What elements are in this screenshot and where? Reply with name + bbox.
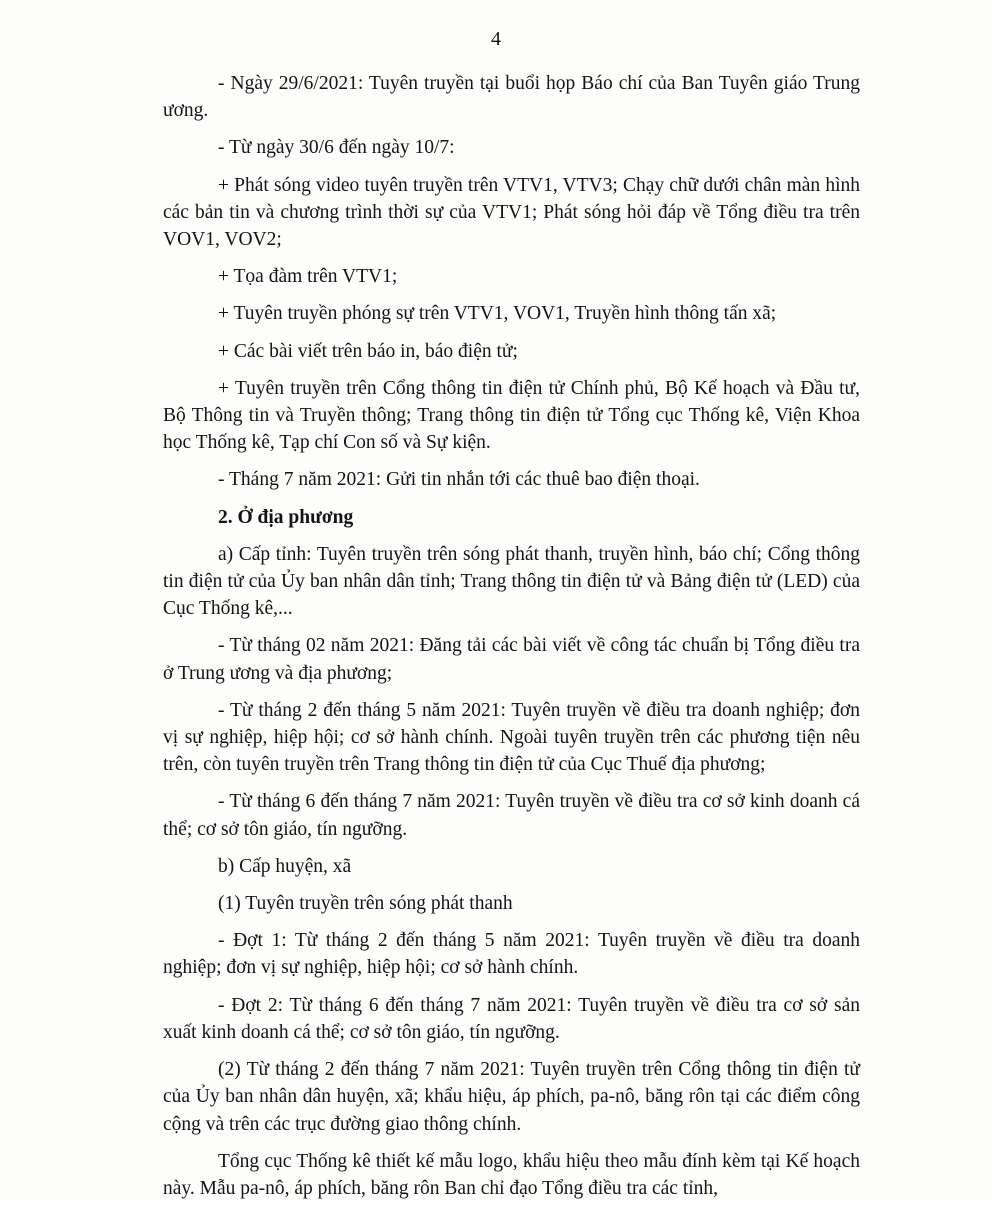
paragraph-phase-2: - Đợt 2: Từ tháng 6 đến tháng 7 năm 2021: Tuyên truyền về điều tra cơ sở sản xuất kinh doanh cá thể; cơ sở tôn giáo, tín ngưỡng.	[163, 994, 860, 1043]
paragraph-portal-posters: (2) Từ tháng 2 đến tháng 7 năm 2021: Tuyên truyền trên Cổng thông tin điện tử của Ủy ban nhân dân huyện, xã; khẩu hiệu, áp phích, pa-nô, băng rôn tại các điểm công cộng và trên các trục đường giao thông chính.	[163, 1059, 860, 1135]
paragraph-reportage: + Tuyên truyền phóng sự trên VTV1, VOV1, Truyền hình thông tấn xã;	[218, 303, 777, 325]
paragraph-phase-1: - Đợt 1: Từ tháng 2 đến tháng 5 năm 2021: Tuyên truyền về điều tra doanh nghiệp; đơn vị sự nghiệp, hiệp hội; cơ sở hành chính.	[163, 930, 860, 979]
paragraph-province-level: a) Cấp tỉnh: Tuyên truyền trên sóng phát thanh, truyền hình, báo chí; Cổng thông tin điện tử của Ủy ban nhân dân tỉnh; Trang thông tin điện tử và Bảng điện tử (LED) của Cục Thống kê,...	[163, 543, 860, 620]
paragraph-logo-design: Tổng cục Thống kê thiết kế mẫu logo, khẩu hiệu theo mẫu đính kèm tại Kế hoạch này. Mẫu pa-nô, áp phích, băng rôn Ban chỉ đạo Tổng điều tra các tỉnh,	[163, 1150, 860, 1199]
paragraph-sms: - Tháng 7 năm 2021: Gửi tin nhắn tới các thuê bao điện thoại.	[218, 469, 700, 491]
page-number: 4	[491, 28, 501, 50]
section-heading-local: 2. Ở địa phương	[218, 506, 354, 528]
paragraph-talk-show: + Tọa đàm trên VTV1;	[218, 266, 398, 288]
paragraph-feb-to-may: - Từ tháng 2 đến tháng 5 năm 2021: Tuyên truyền về điều tra doanh nghiệp; đơn vị sự nghiệp, hiệp hội; cơ sở hành chính. Ngoài tuyên truyền trên các phương tiện nêu trên, còn tuyên truyền trên Trang thông tin điện tử của Cục Thuế địa phương;	[163, 699, 860, 776]
paragraph-date-range: - Từ ngày 30/6 đến ngày 10/7:	[218, 137, 455, 159]
document-body	[163, 70, 860, 1212]
paragraph-portals: + Tuyên truyền trên Cổng thông tin điện tử Chính phủ, Bộ Kế hoạch và Đầu tư, Bộ Thông tin và Truyền thông; Trang thông tin điện tử Tổng cục Thống kê, Viện Khoa học Thống kê, Tạp chí Con số và Sự kiện.	[163, 377, 860, 454]
paragraph-articles: + Các bài viết trên báo in, báo điện tử;	[218, 340, 518, 362]
paragraph-broadcast-video: + Phát sóng video tuyên truyền trên VTV1, VTV3; Chạy chữ dưới chân màn hình các bản tin và chương trình thời sự của VTV1; Phát sóng hỏi đáp về Tổng điều tra trên VOV1, VOV2;	[163, 174, 860, 251]
paragraph-from-february: - Từ tháng 02 năm 2021: Đăng tải các bài viết về công tác chuẩn bị Tổng điều tra ở Trung ương và địa phương;	[163, 635, 860, 684]
paragraph-press-briefing: - Ngày 29/6/2021: Tuyên truyền tại buổi họp Báo chí của Ban Tuyên giáo Trung ương.	[163, 73, 860, 122]
paragraph-radio: (1) Tuyên truyền trên sóng phát thanh	[218, 893, 513, 915]
paragraph-june-to-july: - Từ tháng 6 đến tháng 7 năm 2021: Tuyên truyền về điều tra cơ sở kinh doanh cá thể; cơ sở tôn giáo, tín ngưỡng.	[163, 791, 860, 840]
paragraph-district-commune: b) Cấp huyện, xã	[218, 855, 352, 877]
